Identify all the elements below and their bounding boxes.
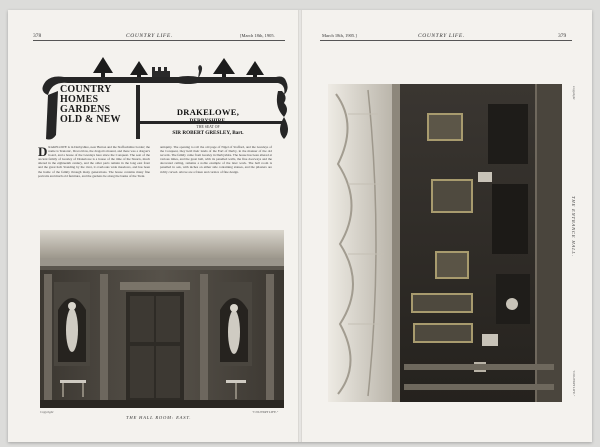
banner-line-3: GARDENS [60,104,111,115]
hall-room-photo [40,230,284,408]
photo-credit-right: "COUNTRY LIFE." [252,410,279,414]
entrance-hall-photo [328,84,562,402]
photo-caption: THE HALL ROOM: EAST. [126,415,192,420]
drop-cap: D [38,145,48,159]
issue-date: [March 18th, 1905. [240,33,275,38]
photo-credit-top: Copyright [572,86,576,100]
photo-credit-left: Copyright [40,410,54,414]
issue-date: March 18th, 1905.] [322,33,357,38]
article-column-2 [160,145,272,231]
magazine-spread [8,10,592,442]
right-page [300,10,592,442]
column-1-text: RAKELOWE is in Derbyshire, near Burton and the Staffordshire border; the name is Teutonic, Draca hlaw, the dragon's mound, and there was a dragon's hoard, and a house of the Gresleys here since the Conquest. The seat of the ancient family of Gresley of Drakelowe is a house of the time of the Stuarts, much altered in the eighteenth century, and the older parts remain in the long east front and the great hall. Standing by the river, it overlooks wide meadows, and has been the home of the family through many generations. The house contains many fine portraits and much old furniture, and the gardens lie along the banks of the Trent. [38,145,150,178]
photo-caption: THE ENTRANCE HALL. [571,196,576,257]
article-column-1 [38,145,150,231]
header-rule [320,40,572,41]
column-2-text: antiquity. The opening to roll the old page of Nigel of Stafford, and the Gresleys of the Conquest, they held their lands of the Earl of Derby, in the manner of the old records. The family came from Gresley in Derbyshire. The house has been altered at various times, and the great hall, with its panelled walls, the fine doorways and the decorated ceiling, remains a noble example of the later work. The hall room is panelled in oak, with niches on either side containing statues, and the pilasters are richly carved. Above are a frieze and cornice of fine design. [160,145,272,174]
hall-room-photo-art [40,230,284,408]
page-number: 378 [33,33,42,39]
photo-credit-bottom: "COUNTRY LIFE." [572,370,576,397]
banner-line-4: OLD & NEW [60,114,121,125]
seat-line: THE SEAT OF [196,125,220,129]
running-title: COUNTRY LIFE. [418,33,465,39]
article-subtitle: DERBYSHIRE, [189,118,227,124]
entrance-hall-photo-art [328,84,562,402]
banner-line-1: COUNTRY [60,84,112,95]
running-title: COUNTRY LIFE. [126,33,173,39]
banner-line-2: HOMES [60,94,99,105]
header-rule [33,40,285,41]
article-title: DRAKELOWE, [176,107,240,117]
owner-name: SIR ROBERT GRESLEY, Bart. [172,130,244,136]
left-page [8,10,300,442]
page-number: 379 [558,33,567,39]
article-title-block [133,107,283,136]
banner-lettering [60,85,138,125]
